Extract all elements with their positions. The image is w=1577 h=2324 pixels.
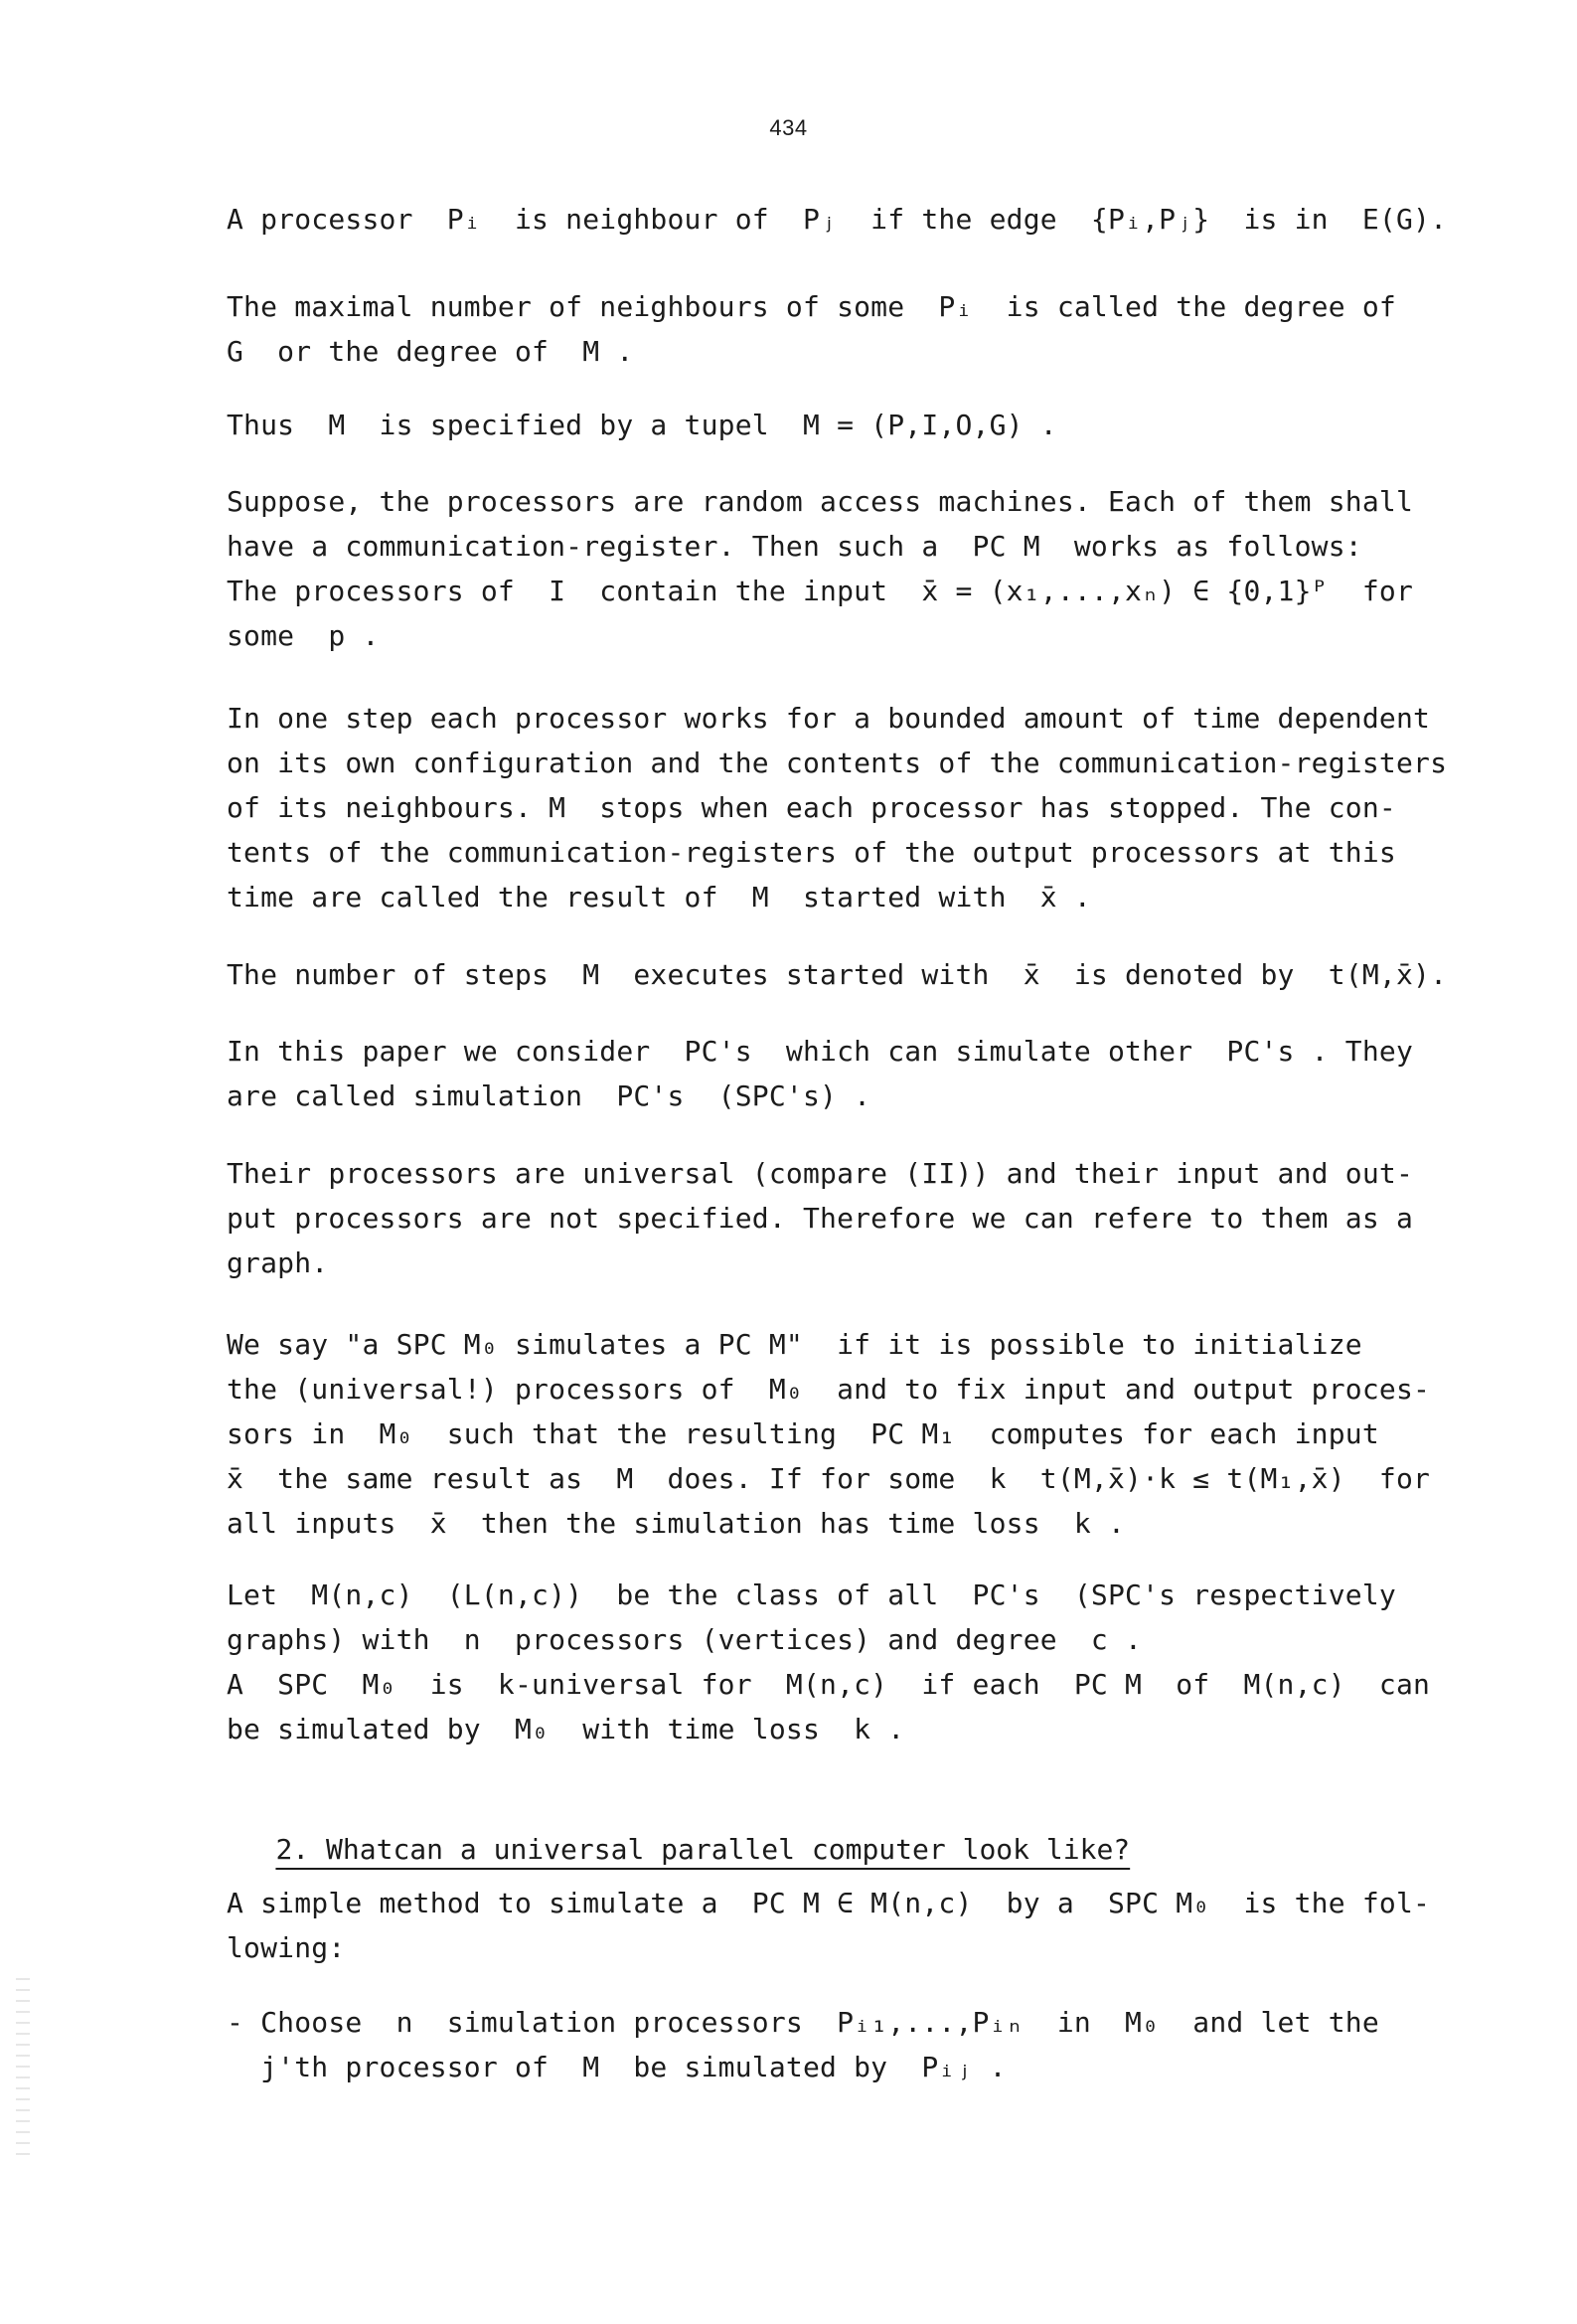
text-line-choose-2: j'th processor of M be simulated by Pᵢⱼ . <box>227 2051 1007 2083</box>
text-line-class-3: A SPC M₀ is k-universal for M(n,c) if each PC M of M(n,c) can <box>227 1668 1431 1701</box>
text-line-class-1: Let M(n,c) (L(n,c)) be the class of all PC's (SPC's respectively <box>227 1578 1396 1611</box>
text-line-class-2: graphs) with n processors (vertices) and degree c . <box>227 1623 1143 1656</box>
text-line-universal-1: Their processors are universal (compare (II)) and their input and out- <box>227 1157 1414 1190</box>
text-line-processors-2: have a communication-register. Then such a PC M works as follows: <box>227 530 1362 563</box>
text-line-step-3: of its neighbours. M stops when each processor has stopped. The con- <box>227 791 1396 824</box>
text-line-processors-3: The processors of I contain the input x̄ = (x₁,...,xₙ) ∈ {0,1}ᴾ for <box>227 575 1414 607</box>
text-line-simulation-1: In this paper we consider PC's which can simulate other PC's . They <box>227 1035 1414 1068</box>
text-line-number-of-steps: The number of steps M executes started with x̄ is denoted by t(M,x̄). <box>227 958 1448 991</box>
text-line-universal-2: put processors are not specified. Therefore we can refere to them as a <box>227 1202 1414 1235</box>
text-line-tupel: Thus M is specified by a tupel M = (P,I,O,G) . <box>227 409 1057 441</box>
text-line-step-1: In one step each processor works for a bounded amount of time dependent <box>227 702 1431 735</box>
text-line-method-1: A simple method to simulate a PC M ∈ M(n,c) by a SPC M₀ is the fol- <box>227 1887 1431 1919</box>
text-line-processors-4: some p . <box>227 619 380 652</box>
text-line-step-4: tents of the communication-registers of the output processors at this <box>227 836 1396 869</box>
text-line-we-say-1: We say "a SPC M₀ simulates a PC M" if it is possible to initialize <box>227 1328 1362 1361</box>
text-line-class-4: be simulated by M₀ with time loss k . <box>227 1713 905 1745</box>
margin-scan-marks <box>16 1978 30 2157</box>
text-line-simulation-2: are called simulation PC's (SPC's) . <box>227 1079 871 1112</box>
page-number: 434 <box>769 115 808 140</box>
text-line-degree-2: G or the degree of M . <box>227 335 634 368</box>
text-line-method-2: lowing: <box>227 1931 346 1964</box>
text-line-we-say-4: x̄ the same result as M does. If for some k t(M,x̄)·k ≤ t(M₁,x̄) for <box>227 1462 1431 1495</box>
text-line-processors-1: Suppose, the processors are random access machines. Each of them shall <box>227 485 1414 518</box>
section-heading-text: 2. Whatcan a universal parallel computer look like? <box>275 1833 1131 1866</box>
text-line-universal-3: graph. <box>227 1246 329 1279</box>
text-line-step-5: time are called the result of M started with x̄ . <box>227 881 1091 913</box>
text-line-we-say-2: the (universal!) processors of M₀ and to fix input and output proces- <box>227 1373 1431 1406</box>
text-line-neighbour-definition: A processor Pᵢ is neighbour of Pⱼ if the edge {Pᵢ,Pⱼ} is in E(G). <box>227 203 1448 236</box>
text-line-step-2: on its own configuration and the contents of the communication-registers <box>227 747 1448 779</box>
text-line-we-say-3: sors in M₀ such that the resulting PC M₁ computes for each input <box>227 1417 1379 1450</box>
text-line-choose-1: - Choose n simulation processors Pᵢ₁,...,Pᵢₙ in M₀ and let the <box>227 2006 1379 2039</box>
text-line-degree-1: The maximal number of neighbours of some Pᵢ is called the degree of <box>227 290 1396 323</box>
text-line-we-say-5: all inputs x̄ then the simulation has time loss k . <box>227 1507 1126 1540</box>
